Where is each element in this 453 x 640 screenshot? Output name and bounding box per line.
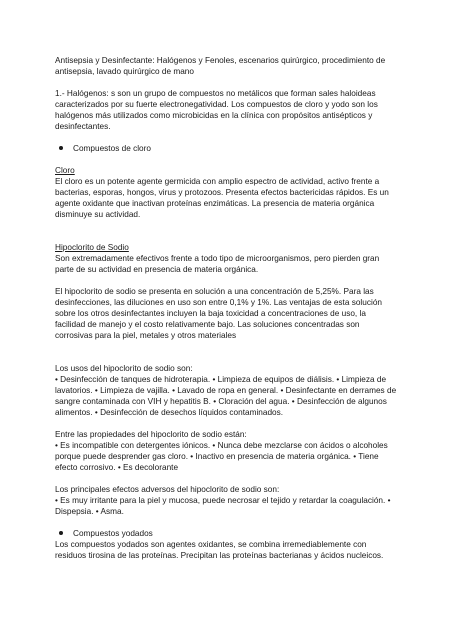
propiedades-heading: Entre las propiedades del hipoclorito de sodio están: <box>55 430 247 439</box>
document-title: Antisepsia y Desinfectante: Halógenos y Fenoles, escenarios quirúrgico, procedimiento de antisepsia, lavado quirúrgico de mano <box>55 56 386 76</box>
propiedades-list: • Es incompatible con detergentes iónicos. • Nunca debe mezclarse con ácidos o alcoholes porque puede desprender gas cloro. • Inactivo en presencia de materia orgánica. • Tiene efecto corrosivo. • Es decolorante <box>55 441 388 472</box>
bullet-compuestos-cloro <box>55 143 397 154</box>
hipoclorito-heading: Hipoclorito de Sodio <box>55 243 129 252</box>
usos-list: • Desinfección de tanques de hidroterapia. • Limpieza de equipos de diálisis. • Limpieza de lavatorios. • Limpieza de vajilla. • Lavado de ropa en general. • Desinfectante en derrames de sangre contaminada con VIH y hepatitis B. • Cloración del agua. • Desinfección de algunos alimentos. • Desinfección de desechos líquidos contaminados. <box>55 375 397 417</box>
usos-heading: Los usos del hipoclorito de sodio son: <box>55 364 193 373</box>
yodados-paragraph: Los compuestos yodados son agentes oxidantes, se combina irremediablemente con residuos tirosina de las proteínas. Precipitan las proteínas bacterianas y ácidos nucleicos. <box>55 540 384 560</box>
bullet-compuestos-yodados-label: Compuestos yodados <box>73 529 153 538</box>
halogenos-intro: 1.- Halógenos: s son un grupo de compuestos no metálicos que forman sales haloideas caracterizados por su fuerte electronegatividad. Los compuestos de cloro y yodo son los halógenos más utilizados como microbicidas en la clínica con propósitos antisépticos y desinfectantes. <box>55 89 378 131</box>
efectos-adversos-list: • Es muy irritante para la piel y mucosa, puede necrosar el tejido y retardar la coagulación. • Dispepsia. • Asma. <box>55 496 391 516</box>
document-page <box>55 55 397 561</box>
bullet-compuestos-yodados <box>55 528 397 539</box>
cloro-heading: Cloro <box>55 166 75 175</box>
efectos-adversos-heading: Los principales efectos adversos del hipoclorito de sodio son: <box>55 485 280 494</box>
cloro-paragraph: El cloro es un potente agente germicida con amplio espectro de actividad, activo frente a bacterias, esporas, hongos, virus y protozoos. Presenta efectos bactericidas rápidos. Es un agente oxidante que inactivan proteínas enzimáticas. La presencia de materia orgánica disminuye su actividad. <box>55 177 389 219</box>
bullet-compuestos-cloro-label: Compuestos de cloro <box>73 144 151 153</box>
bullet-dot-icon <box>59 531 63 535</box>
hipoclorito-paragraph-1: Son extremadamente efectivos frente a todo tipo de microorganismos, pero pierden gran parte de su actividad en presencia de materia orgánica. <box>55 254 380 274</box>
bullet-dot-icon <box>59 146 63 150</box>
hipoclorito-paragraph-2: El hipoclorito de sodio se presenta en solución a una concentración de 5,25%. Para las desinfecciones, las diluciones en uso son entre 0,1% y 1%. Las ventajas de esta solución sobre los otros desinfectantes incluyen la baja toxicidad a concentraciones de uso, la facilidad de manejo y el costo relativamente bajo. Las soluciones concentradas son corrosivas para la piel, metales y otros materiales <box>55 287 382 340</box>
